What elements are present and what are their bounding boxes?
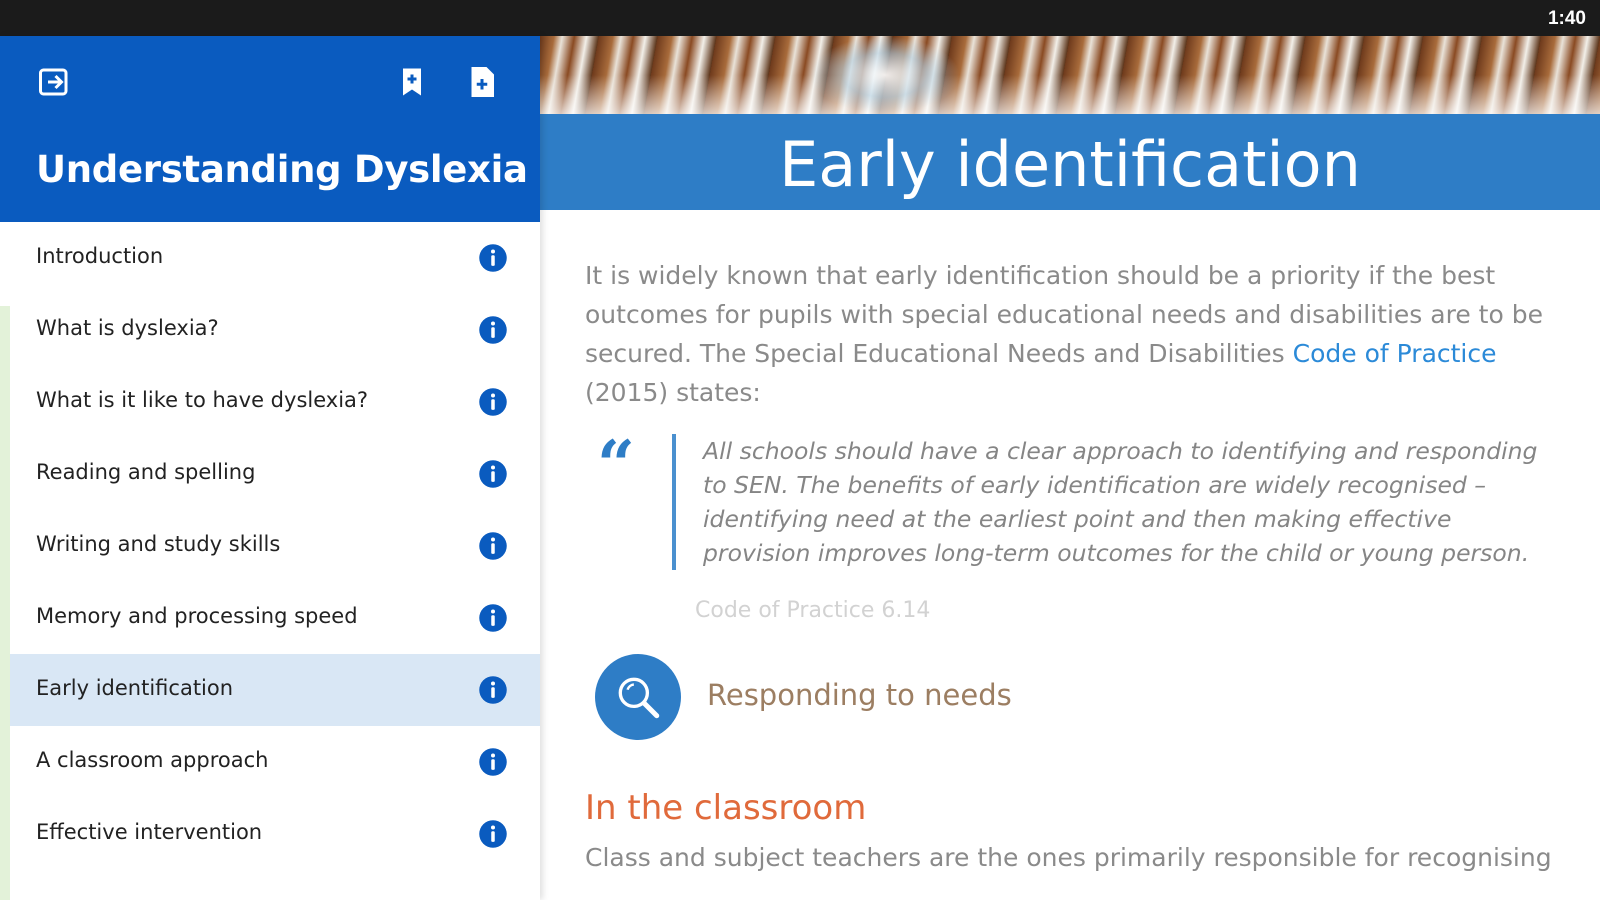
nav-item-writing-and-study-skills[interactable] <box>10 510 540 582</box>
intro-text-end: (2015) states: <box>585 378 761 407</box>
intro-text: It is widely known that early identification should be a priority if the best outcomes for pupils with special educational needs and disabilities are to be secured. The Special Educational Needs and Disabilities <box>585 261 1543 368</box>
nav-item-a-classroom-approach[interactable] <box>10 726 540 798</box>
nav-item-label: Early identification <box>36 676 234 700</box>
page-title: Early identification <box>779 128 1361 201</box>
quote-mark-icon: “ <box>597 426 635 504</box>
info-icon[interactable] <box>478 819 508 849</box>
sidebar-title: Understanding Dyslexia <box>36 148 528 191</box>
header-banner-image <box>540 36 1600 114</box>
nav-item-label: What is it like to have dyslexia? <box>36 388 369 412</box>
nav-item-label: Effective intervention <box>36 820 263 844</box>
nav-item-early-identification[interactable] <box>10 654 540 726</box>
info-icon[interactable] <box>478 243 508 273</box>
nav-item-label: Introduction <box>36 244 164 268</box>
responding-to-needs-link[interactable] <box>595 654 1195 740</box>
section-heading: In the classroom <box>585 788 867 828</box>
status-clock: 1:40 <box>1547 8 1586 29</box>
bookmark-add-icon[interactable] <box>394 64 430 100</box>
nav-item-what-is-dyslexia[interactable] <box>10 294 540 366</box>
nav-item-reading-and-spelling[interactable] <box>10 438 540 510</box>
nav-item-label: Reading and spelling <box>36 460 256 484</box>
info-icon[interactable] <box>478 315 508 345</box>
nav-item-label: Writing and study skills <box>36 532 281 556</box>
info-icon[interactable] <box>478 675 508 705</box>
title-bar <box>540 114 1600 210</box>
info-icon[interactable] <box>478 603 508 633</box>
content-pane <box>540 36 1600 900</box>
nav-item-memory-and-processing-speed[interactable] <box>10 582 540 654</box>
nav-item-effective-intervention[interactable] <box>10 798 540 870</box>
section-paragraph: Class and subject teachers are the ones primarily responsible for recognising <box>585 843 1552 872</box>
chapter-list <box>0 222 540 870</box>
code-of-practice-link[interactable]: Code of Practice <box>1292 339 1497 368</box>
sidebar-header <box>0 36 540 222</box>
sidebar <box>0 36 540 900</box>
exit-icon[interactable] <box>36 64 72 100</box>
nav-item-introduction[interactable] <box>10 222 540 294</box>
responding-to-needs-label: Responding to needs <box>707 678 1012 712</box>
quote-rule <box>672 434 676 570</box>
banner-highlight <box>810 36 960 114</box>
info-icon[interactable] <box>478 459 508 489</box>
blockquote <box>585 426 1555 574</box>
info-icon[interactable] <box>478 387 508 417</box>
nav-item-label: A classroom approach <box>36 748 269 772</box>
document-add-icon[interactable] <box>464 64 500 100</box>
info-icon[interactable] <box>478 747 508 777</box>
nav-item-label: What is dyslexia? <box>36 316 219 340</box>
nav-item-label: Memory and processing speed <box>36 604 358 628</box>
intro-paragraph <box>585 256 1555 412</box>
magnifier-icon <box>595 654 681 740</box>
quote-text: All schools should have a clear approach to identifying and responding to SEN. The benefits of early identification are widely recognised – identifying need at the earliest point and then making effective provision improves long-term outcomes for the child or young person. <box>703 437 1538 567</box>
quote-citation: Code of Practice 6.14 <box>695 598 931 623</box>
info-icon[interactable] <box>478 531 508 561</box>
status-bar <box>0 0 1600 36</box>
nav-item-what-is-it-like[interactable] <box>10 366 540 438</box>
